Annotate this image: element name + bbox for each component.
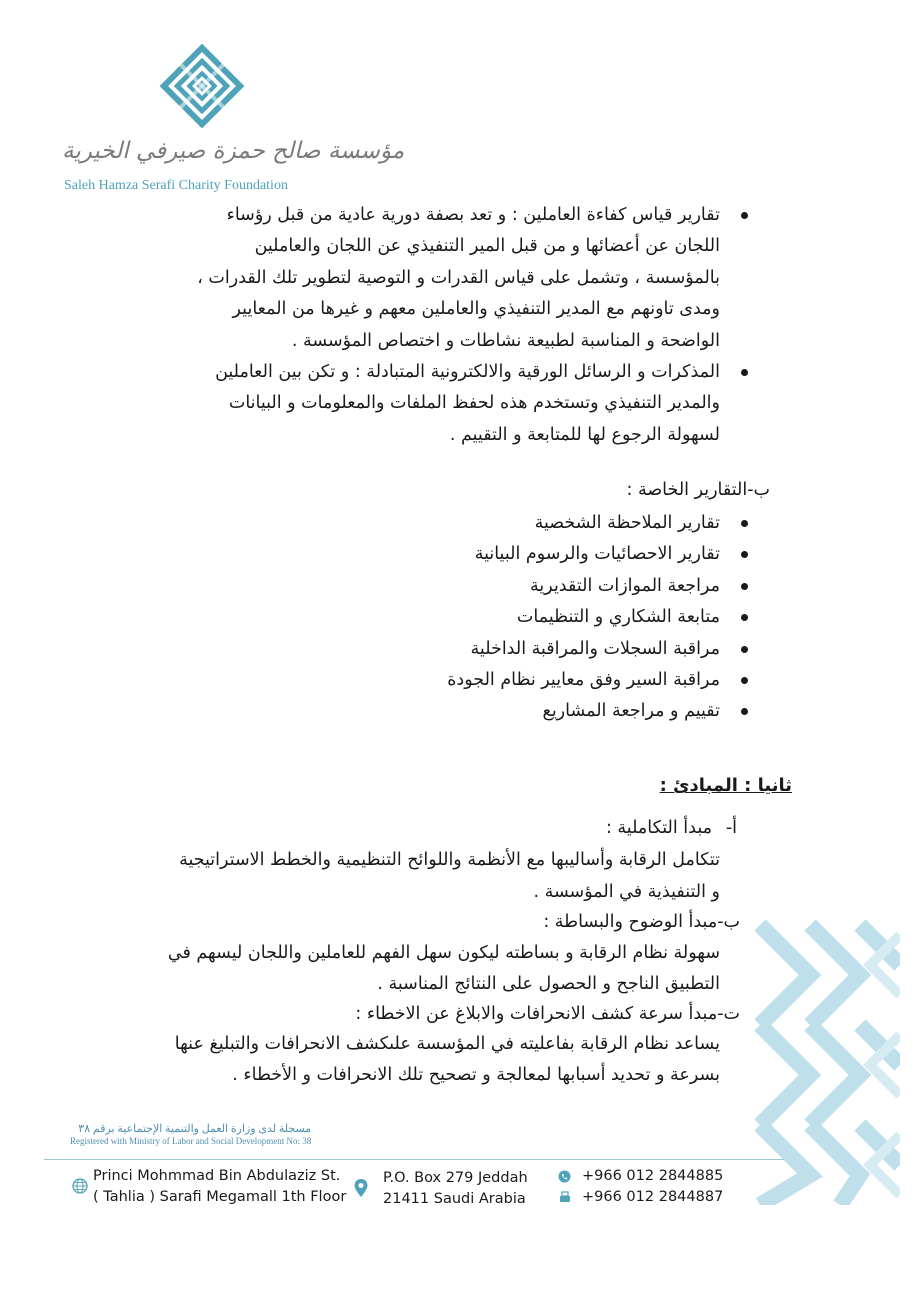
registration-english: Registered with Ministry of Labor and Social Development No: 38 bbox=[70, 1136, 312, 1146]
fax-icon bbox=[559, 1191, 571, 1203]
bullet-line: اللجان عن أعضائها و من قبل المير التنفيذي عن اللجان والعاملين bbox=[254, 236, 720, 257]
list-item: تقارير الاحصائيات والرسوم البيانية bbox=[447, 539, 720, 570]
principles-heading: ثانيا : المبادئ : bbox=[659, 775, 792, 796]
principle-2-title: ب-مبدأ الوضوح والبساطة : bbox=[543, 912, 740, 932]
list-item: تقييم و مراجعة المشاريع bbox=[447, 696, 720, 727]
phone-number: +966 012 2844885 bbox=[582, 1168, 724, 1184]
list-item: مراقبة السير وفق معايير نظام الجودة bbox=[447, 665, 720, 696]
special-reports-title: ب-التقارير الخاصة : bbox=[626, 480, 770, 500]
phone-icon bbox=[558, 1170, 571, 1183]
principle-1-title: مبدأ التكاملية : bbox=[605, 818, 712, 838]
logo-english-name: Saleh Hamza Serafi Charity Foundation bbox=[64, 178, 288, 193]
list-item: مراقبة السجلات والمراقبة الداخلية bbox=[447, 634, 720, 665]
po-line: P.O. Box 279 Jeddah bbox=[383, 1170, 528, 1186]
bullet-line: الواضحة و المناسبة لطبيعة نشاطات و اختصاص المؤسسة . bbox=[291, 330, 720, 351]
address-line: ( Tahlia ) Sarafi Megamall 1th Floor bbox=[93, 1189, 347, 1205]
principle-1-text: و التنفيذية في المؤسسة . bbox=[533, 882, 720, 902]
foundation-logo bbox=[62, 38, 405, 198]
reports-bullet-list bbox=[197, 200, 720, 451]
principle-1-text: تتكامل الرقابة وأساليبها مع الأنظمة واللوائح التنظيمية والخطط الاستراتيجية bbox=[179, 850, 720, 870]
bullet-line: لسهولة الرجوع لها للمتابعة و التقييم . bbox=[449, 424, 720, 445]
footer-divider bbox=[44, 1159, 784, 1160]
bullet-line: بالمؤسسة ، وتشمل على قياس القدرات و التوصية لتطوير تلك القدرات ، bbox=[197, 267, 720, 288]
list-item bbox=[197, 357, 720, 451]
principle-2-text: سهولة نظام الرقابة و بساطته ليكون سهل الفهم للعاملين واللجان ليسهم في bbox=[167, 943, 720, 963]
registration-note bbox=[70, 1122, 311, 1146]
po-line: 21411 Saudi Arabia bbox=[383, 1191, 526, 1207]
contact-block bbox=[582, 1166, 723, 1208]
address-line: Princi Mohmmad Bin Abdulaziz St. bbox=[93, 1168, 341, 1184]
list-item: مراجعة الموازات التقديرية bbox=[447, 571, 720, 602]
globe-icon bbox=[72, 1178, 88, 1194]
bullet-line: المذكرات و الرسائل الورقية والالكترونية المتبادلة : و تكن بين العاملين bbox=[215, 362, 720, 383]
registration-arabic: مسجلة لدى وزارة العمل والتنمية الإجتماعية برقم ٣٨ bbox=[78, 1123, 312, 1135]
fax-number: +966 012 2844887 bbox=[582, 1189, 724, 1205]
principle-1-label: أ- bbox=[725, 818, 737, 838]
address-block bbox=[93, 1166, 346, 1208]
list-item: تقارير الملاحظة الشخصية bbox=[447, 508, 720, 539]
principle-3-title: ت-مبدأ سرعة كشف الانحرافات والابلاغ عن الاخطاء : bbox=[355, 1004, 740, 1024]
principle-2-text: التطبيق الناجح و الحصول على النتائج المناسبة . bbox=[377, 974, 720, 994]
bullet-line: تقارير قياس كفاءة العاملين : و تعد بصفة دورية عادية من قبل رؤساء bbox=[226, 205, 720, 225]
logo-emblem-icon bbox=[154, 38, 250, 134]
bullet-line: والمدير التنفيذي وتستخدم هذه لحفظ الملفات والمعلومات و البيانات bbox=[228, 393, 720, 414]
principle-3-text: يساعد نظام الرقابة بفاعليته في المؤسسة علىكشف الانحرافات والتبليغ عنها bbox=[174, 1034, 720, 1054]
location-pin-icon bbox=[353, 1178, 369, 1198]
special-reports-list bbox=[447, 508, 720, 728]
bullet-line: ومدى تاونهم مع المدير التنفيذي والعاملين معهم و غيرها من المعايير bbox=[232, 299, 720, 320]
principle-3-text: بسرعة و تحديد أسبابها لمعالجة و تصحيح تلك الانحرافات و الأخطاء . bbox=[232, 1065, 720, 1085]
po-box-block bbox=[383, 1168, 528, 1210]
list-item bbox=[197, 200, 720, 357]
logo-arabic-name: مؤسسة صالح حمزة صيرفي الخيرية bbox=[62, 138, 405, 164]
list-item: متابعة الشكاري و التنظيمات bbox=[447, 602, 720, 633]
decorative-pattern-icon bbox=[750, 915, 900, 1205]
